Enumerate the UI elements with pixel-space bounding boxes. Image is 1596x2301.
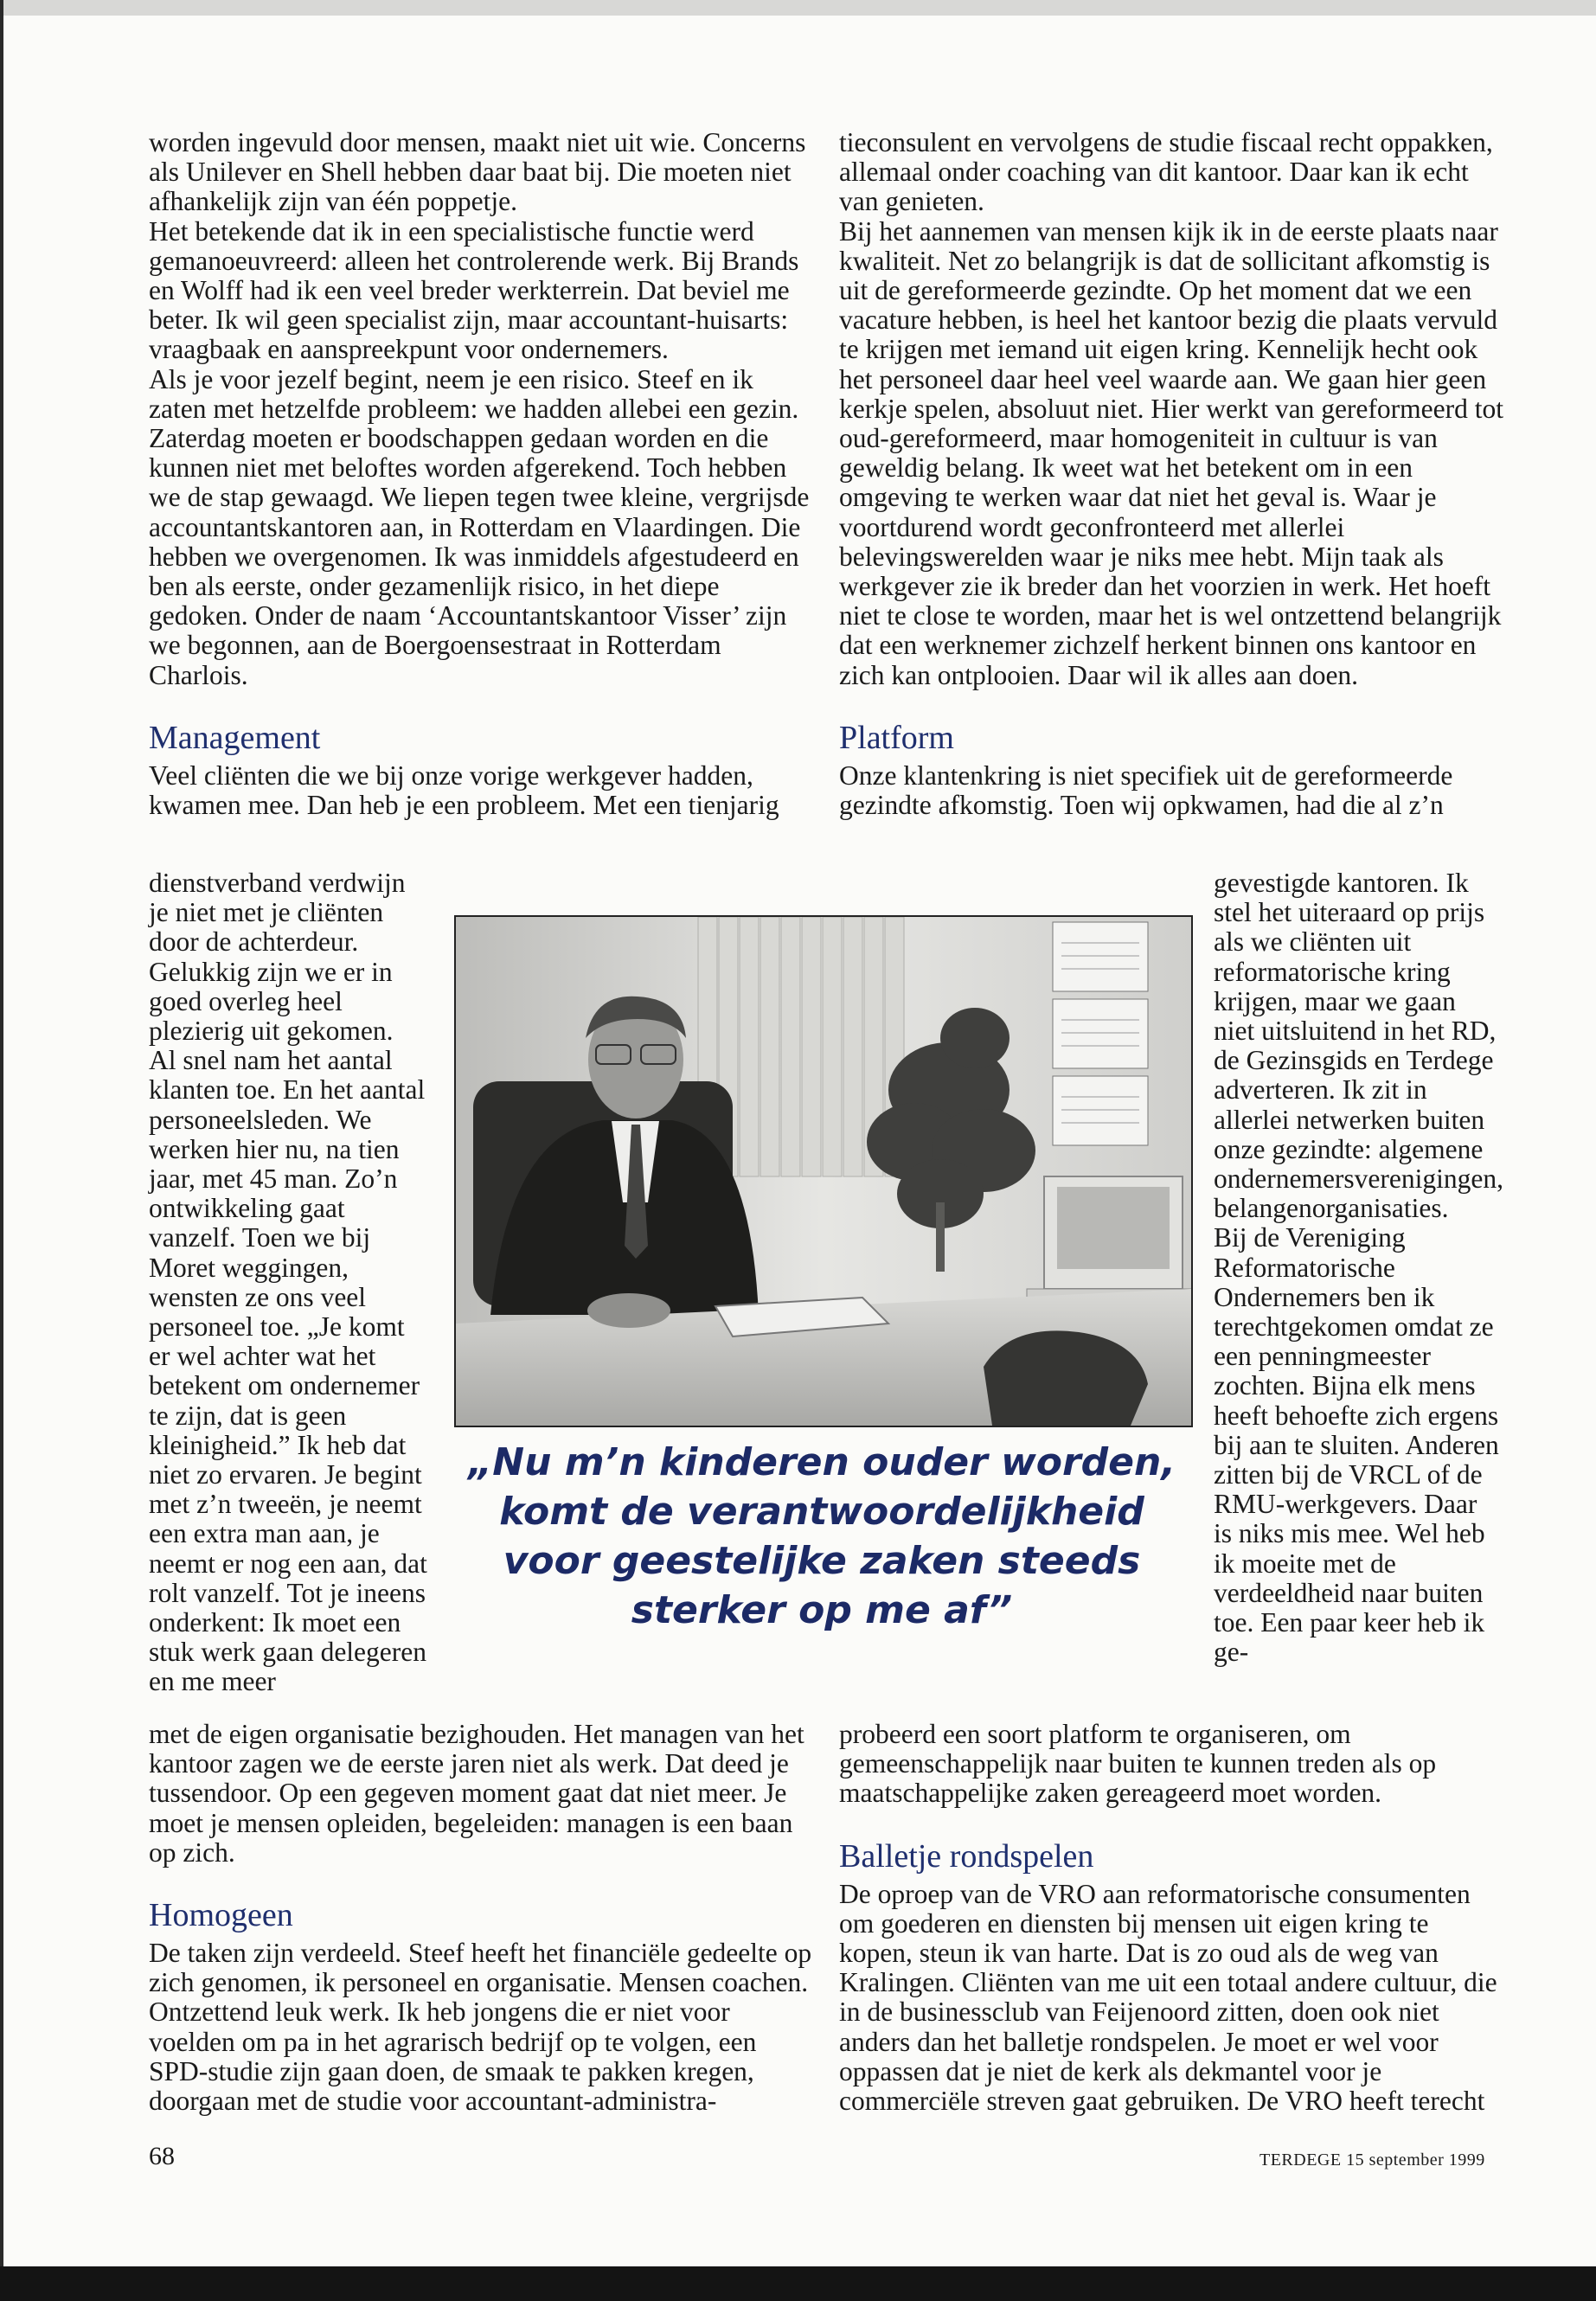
office-scene-illustration — [456, 917, 1191, 1426]
paragraph: De oproep van de VRO aan reformatorische consumenten om goederen en diensten bij mensen uit eigen kring te kopen, steun ik van harte. Dat is zo oud als de weg van Kralingen. Cliënten van me uit een totaal andere cultuur, die in de businessclub van Feijenoord zitten, doen ook niet anders dan het balletje rondspelen. Je moet er wel voor oppassen dat je niet de kerk als dekmantel voor je commerciële streven gaat gebruiken. De VRO heeft terecht — [839, 1878, 1497, 2117]
paragraph: met de eigen organisatie bezighouden. Het managen van het kantoor zagen we de eerste jaren niet als werk. Dat deed je tussendoor. Op een gegeven moment gaat dat niet meer. Je moet je mensen opleiden, begeleiden: managen is een baan op zich. — [149, 1719, 804, 1868]
paragraph: Het betekende dat ik in een specialistische functie werd gemanoeuvreerd: alleen het controlerende werk. Bij Brands en Wolff had ik een veel breder werkterrein. Dat beviel me beter. Ik wil geen specialist zijn, maar accountant-huisarts: vraagbaak en aanspreekpunt voor ondernemers. — [149, 215, 799, 365]
paragraph: worden ingevuld door mensen, maakt niet uit wie. Concerns als Unilever en Shell hebben daar baat bij. Die moeten niet afhankelijk zijn van één poppetje. — [149, 127, 806, 217]
pull-quote — [450, 1438, 1194, 1635]
heading-balletje-rondspelen: Balletje rondspelen — [839, 1837, 1094, 1875]
paragraph: dienstverband verdwijn je niet met je cliënten door de achterdeur. Gelukkig zijn we er in goed overleg heel plezierig uit gekomen. — [149, 868, 406, 1047]
heading-management: Management — [149, 719, 321, 756]
left-narrow-column — [149, 868, 430, 1697]
quote-line: voor geestelijke zaken steeds — [503, 1539, 1141, 1583]
left-column-bottom — [149, 1720, 815, 2116]
quote-line: komt de verantwoordelijkheid — [499, 1490, 1144, 1534]
portrait-photo — [454, 915, 1193, 1427]
right-narrow-column — [1214, 868, 1503, 1668]
paragraph: gevestigde kantoren. Ik stel het uiteraard op prijs als we cliënten uit reformatorische kring krijgen, maar we gaan niet uitsluitend in het RD, de Gezinsgids en Terdege adverteren. Ik zit in allerlei netwerken buiten onze gezindte: algemene ondernemersverenigingen, belangenorganisaties. — [1214, 868, 1503, 1224]
heading-platform: Platform — [839, 719, 954, 756]
paragraph: tieconsulent en vervolgens de studie fiscaal recht oppakken, allemaal onder coaching van dit kantoor. Daar kan ik echt van genieten. — [839, 127, 1493, 217]
left-column-top — [149, 128, 815, 820]
scan-edge-left — [0, 0, 3, 2301]
paragraph: Bij de Vereniging Reformatorische Ondernemers ben ik terechtgekomen omdat ze een penningmeester zochten. Bijna elk mens heeft behoefte zich ergens bij aan te sluiten. Anderen zitten bij de VRCL of de RMU-werkgevers. Daar is niks mis mee. Wel heb ik moeite met de verdeeldheid naar buiten toe. Een paar keer heb ik ge- — [1214, 1222, 1499, 1668]
paragraph: Al snel nam het aantal klanten toe. En het aantal personeelsleden. We werken hier nu, na tien jaar, met 45 man. Zo’n ontwikkeling gaat vanzelf. Toen we bij Moret weggingen, wensten ze ons veel personeel toe. „Je komt er wel achter wat het betekent om ondernemer te zijn, dat is geen kleinigheid.” Ik heb dat niet zo ervaren. Je begint met z’n tweeën, je neemt een extra man aan, je neemt er nog een aan, dat rolt vanzelf. Tot je ineens onderkent: Ik moet een stuk werk gaan delegeren en me meer — [149, 1045, 427, 1697]
paragraph: Veel cliënten die we bij onze vorige werkgever hadden, kwamen mee. Dan heb je een probleem. Met een tienjarig — [149, 760, 779, 821]
page-number: 68 — [149, 2142, 175, 2170]
paragraph: De taken zijn verdeeld. Steef heeft het financiële gedeelte op zich genomen, ik personeel en organisatie. Mensen coachen. Ontzettend leuk werk. Ik heb jongens die er niet voor voelden om pa in het agrarisch bedrijf op te volgen, een SPD-studie zijn gaan doen, de smaak te pakken kregen, doorgaan met de studie voor accountant-administra- — [149, 1938, 812, 2117]
paragraph: Als je voor jezelf begint, neem je een risico. Steef en ik zaten met hetzelfde probleem: we hadden allebei een gezin. Zaterdag moeten er boodschappen gedaan worden en die kunnen niet met beloftes worden afgerekend. Toch hebben we de stap gewaagd. We liepen tegen twee kleine, vergrijsde accountantskantoren aan, in Rotterdam en Vlaardingen. Die hebben we overgenomen. Ik was inmiddels afgestudeerd en ben als eerste, onder gezamenlijk risico, in het diepe gedoken. Onder de naam ‘Accountantskantoor Visser’ zijn we begonnen, aan de Boergoensestraat in Rotterdam Charlois. — [149, 363, 810, 690]
paragraph: Bij het aannemen van mensen kijk ik in de eerste plaats naar kwaliteit. Net zo belangrijk is dat de sollicitant afkomstig is uit de gereformeerde gezindte. Op het moment dat we een vacature hebben, is heel het kantoor bezig die plaats vervuld te krijgen met iemand uit eigen kring. Kennelijk hecht ook het personeel daar heel veel waarde aan. We gaan hier geen kerkje spelen, absoluut niet. Hier werkt van gereformeerd tot oud-gereformeerd, maar homogeniteit in cultuur is van geweldig belang. Ik weet wat het betekent om in een omgeving te werken waar dat niet het geval is. Waar je voortdurend wordt geconfronteerd met allerlei belevingswerelden waar je niks mee hebt. Mijn taak als werkgever zie ik breder dan het voorzien in werk. Het hoeft niet te close te worden, maar het is wel ontzettend belangrijk dat een werknemer zichzelf herkent binnen ons kantoor en zich kan ontplooien. Daar wil ik alles aan doen. — [839, 215, 1503, 690]
quote-line: sterker op me af” — [631, 1588, 1013, 1632]
right-column-bottom — [839, 1720, 1505, 2116]
paragraph: probeerd een soort platform te organiseren, om gemeenschappelijk naar buiten te kunnen treden als op maatschappelijke zaken gereageerd moet worden. — [839, 1719, 1437, 1809]
right-column-top — [839, 128, 1505, 820]
quote-line: „Nu m’n kinderen ouder worden, — [467, 1440, 1176, 1484]
publication-footer: TERDEGE 15 september 1999 — [1259, 2150, 1485, 2170]
scan-edge-top — [0, 0, 1596, 16]
paragraph: Onze klantenkring is niet specifiek uit de gereformeerde gezindte afkomstig. Toen wij opkwamen, had die al z’n — [839, 760, 1453, 821]
heading-homogeen: Homogeen — [149, 1897, 293, 1934]
scan-edge-bottom — [0, 2266, 1596, 2301]
